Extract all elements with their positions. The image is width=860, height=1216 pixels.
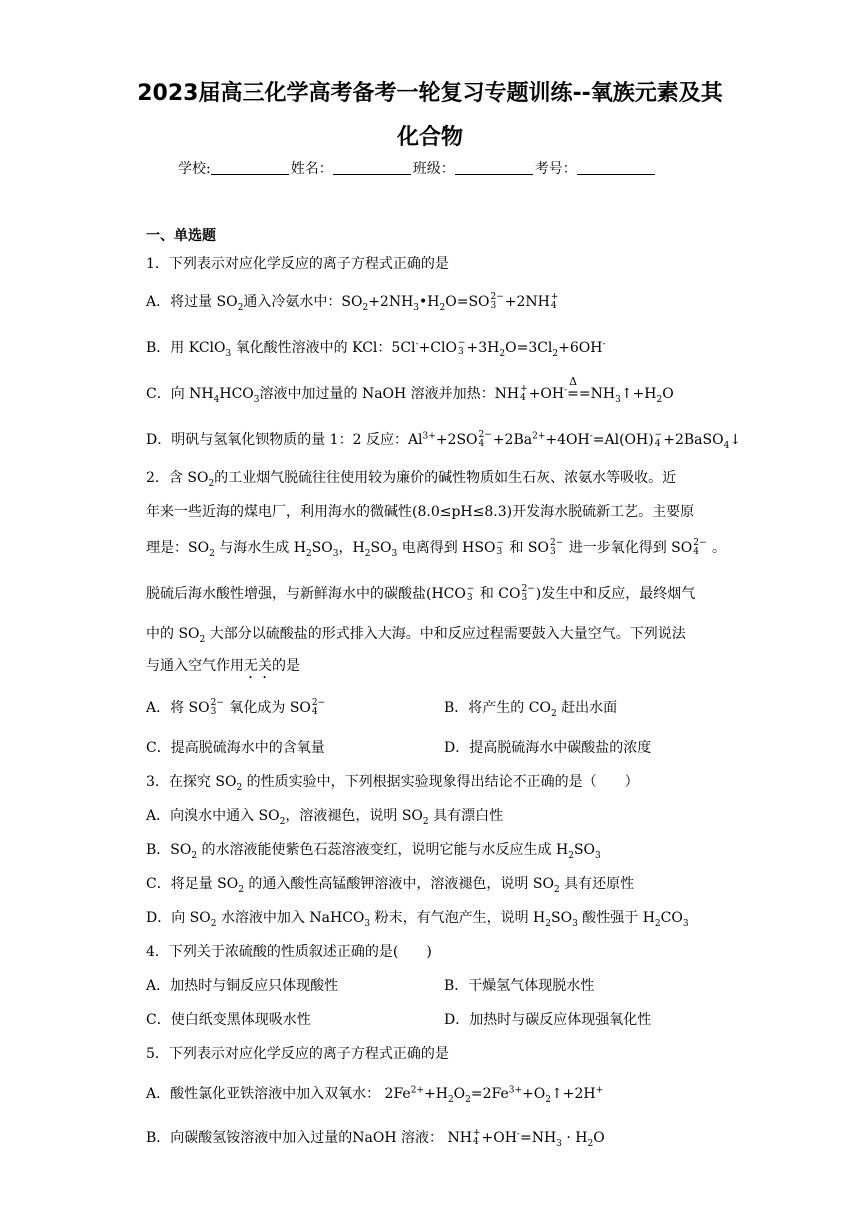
q5-option-a: A．酸性氯化亚铁溶液中加入双氧水： $2Fe^{2+}+H_2O_2=2Fe^{3+}+O_2↑+2H^+$ <box>146 1085 604 1105</box>
question-2-stem-line2: 年来一些近海的煤电厂，利用海水的微碱性(8.0≤pH≤8.3)开发海水脱硫新工艺。主要原 <box>146 504 695 520</box>
q2-option-c: C．提高脱硫海水中的含氧量 <box>146 740 325 756</box>
q1-option-c: C．向 $NH_4HCO_3$溶液中加过量的 NaOH 溶液并加热：NH + 4 +OH-= Δ $=NH_3↑+H_2O$ <box>146 375 674 405</box>
q2-option-d: D．提高脱硫海水中碳酸盐的浓度 <box>444 740 652 756</box>
school-label: 学校: <box>178 161 211 177</box>
question-2-stem-line4: 脱硫后海水酸性增强，与新鲜海水中的碳酸盐(HCO − 3 和 CO 2− 3 )发生中和反应，最终烟气 <box>146 584 696 603</box>
q2-option-a: A．将 SO 2− 3 氧化成为 SO 2− 4 <box>146 698 326 717</box>
q3-option-a: A．向溴水中通入 $SO_2$，溶液褪色，说明 $SO_2$ 具有漂白性 <box>146 808 504 827</box>
q5-option-b: B．向碳酸氢铵溶液中加入过量的NaOH 溶液： NH + 4 $+OH^-=NH_3 \cdot H_2O$ <box>146 1128 605 1149</box>
question-2-stem-line1: 2．含 $SO_2$的工业烟气脱硫往往使用较为廉价的碱性物质如生石灰、浓氨水等吸收。近 <box>146 470 677 489</box>
exam-no-blank <box>577 160 655 175</box>
q4-option-b: B．干燥氢气体现脱水性 <box>444 978 595 994</box>
question-5-stem: 5．下列表示对应化学反应的离子方程式正确的是 <box>146 1046 449 1062</box>
q3-option-b: B．$SO_2$ 的水溶液能使紫色石蕊溶液变红，说明它能与水反应生成 $H_2SO_3$ <box>146 842 601 861</box>
question-2-stem-line6: 与通入空气作用无关的是 <box>146 658 300 674</box>
section-heading: 一、单选题 <box>146 228 216 244</box>
question-2-stem-line3: 理是：$SO_2$ 与海水生成 $H_2SO_3$，$H_2SO_3$ 电离得到 HSO − 3 和 SO 2− 3 进一步氧化得到 SO 2− 4 。 <box>146 538 726 559</box>
class-blank <box>455 160 533 175</box>
name-label: 姓名： <box>290 161 333 177</box>
student-info-line <box>178 158 657 178</box>
page-title: 2023届高三化学高考备考一轮复习专题训练--氧族元素及其 <box>137 81 723 106</box>
emphasized-word: 无关 <box>244 658 272 674</box>
q4-option-a: A．加热时与铜反应只体现酸性 <box>146 978 339 994</box>
exam-no-label: 考号： <box>534 161 577 177</box>
question-1-stem: 1．下列表示对应化学反应的离子方程式正确的是 <box>146 256 449 272</box>
question-4-stem: 4．下列关于浓硫酸的性质叙述正确的是( ) <box>146 944 432 960</box>
school-blank <box>211 160 289 175</box>
q4-option-c: C．使白纸变黑体现吸水性 <box>146 1012 311 1028</box>
question-2-stem-line5: 中的 $SO_2$ 大部分以硫酸盐的形式排入大海。中和反应过程需要鼓入大量空气。下列说法 <box>146 626 686 645</box>
name-blank <box>333 160 411 175</box>
q3-option-c: C．将足量 $SO_2$ 的通入酸性高锰酸钾溶液中，溶液褪色，说明 $SO_2$ 具有还原性 <box>146 876 635 895</box>
q1-option-b: B．用 KClO$_3$ 氧化酸性溶液中的 KCl：5Cl-+ClO − 3 $+3H_2O=3Cl_2+6OH^-$ <box>146 338 606 359</box>
q1-option-d: D．明矾与氢氧化钡物质的量 1：2 反应：$Al^{3+}+2SO$ 2− 4 $+2Ba^{2+}+4OH^-=Al(OH)$ − 4 +2BaSO$_4$↓ <box>146 430 742 451</box>
class-label: 班级： <box>412 161 455 177</box>
q3-option-d: D．向 $SO_2$ 水溶液中加入 NaHCO$_3$ 粉末，有气泡产生，说明 $H_2SO_3$ 酸性强于 $H_2CO_3$ <box>146 910 689 929</box>
q1-option-a: A．将过量 $SO_2$通入冷氨水中：$SO_2+2NH_3•H_2O=SO$ 2− 3 +2NH + 4 <box>146 292 559 313</box>
page-title-continued: 化合物 <box>396 125 463 150</box>
q2-option-b: B．将产生的 $CO_2$ 赶出水面 <box>444 700 618 719</box>
q4-option-d: D．加热时与碳反应体现强氧化性 <box>444 1012 652 1028</box>
question-3-stem: 3．在探究 $SO_2$ 的性质实验中，下列根据实验现象得出结论不正确的是（ ） <box>146 774 639 793</box>
